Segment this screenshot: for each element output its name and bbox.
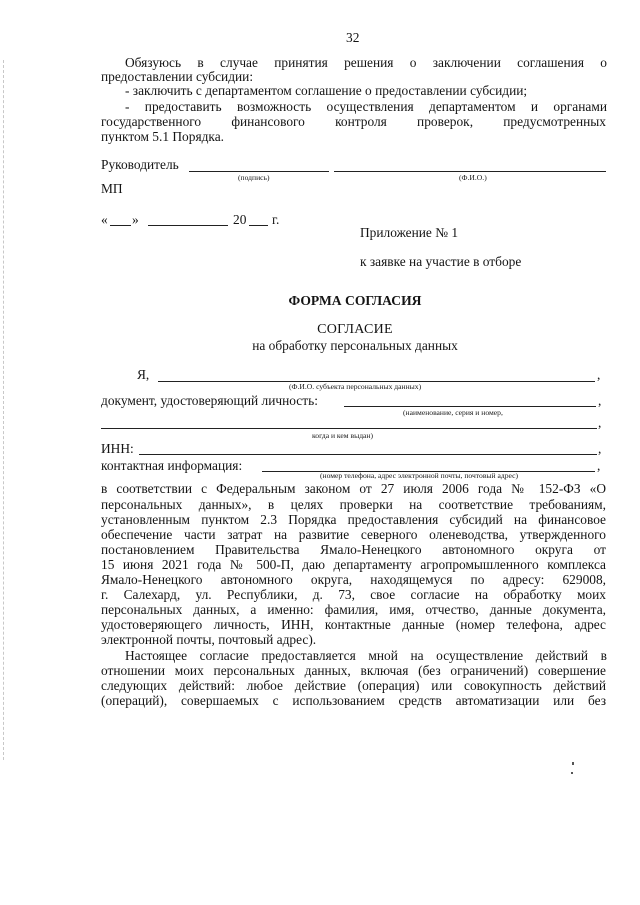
date-year-line <box>249 225 268 226</box>
doc-line <box>344 406 596 407</box>
inn-label: ИНН: <box>101 441 134 456</box>
body2-line-1: Настоящее согласие предоставляется мной на осуществление действий в <box>125 648 607 663</box>
body1-line-3: установленным пунктом 2.3 Порядка предоставления субсидий на финансовое <box>101 512 606 527</box>
fio-caption: (Ф.И.О.) <box>459 173 487 182</box>
fio-subject-caption: (Ф.И.О. субъекта персональных данных) <box>289 382 422 391</box>
body1-line-1: в соответствии с Федеральным законом от 27 июля 2006 года № 152-ФЗ «О <box>101 481 606 496</box>
inn-line <box>139 454 597 455</box>
i-comma: , <box>597 367 601 382</box>
scan-speck <box>571 772 573 774</box>
doc-label: документ, удостоверяющий личность: <box>101 393 318 408</box>
contact-caption: (номер телефона, адрес электронной почты, почтовый адрес) <box>320 471 518 480</box>
body2-line-4: (операций), совершаемых с использованием средств автоматизации или без <box>101 693 606 708</box>
date-quote-open: « <box>101 212 108 227</box>
inn-comma: , <box>598 441 602 456</box>
contact-comma: , <box>597 458 601 473</box>
contact-label: контактная информация: <box>101 458 243 473</box>
body1-line-7: Ямало-Ненецкого автономного округа, находящемуся по адресу: 629008, <box>101 572 606 587</box>
scan-edge-line <box>3 60 5 760</box>
signature-caption: (подпись) <box>238 173 270 182</box>
appendix-subtitle: к заявке на участие в отборе <box>360 254 522 269</box>
signature-line <box>189 171 329 172</box>
commitment-item-2-line-2: государственного финансового контроля проверок, предусмотренных <box>101 114 606 129</box>
body1-line-11: электронной почты, почтовый адрес). <box>101 632 317 647</box>
scan-speck <box>572 762 574 765</box>
body1-line-10: удостоверяющего личность, ИНН, контактные данные (номер телефона, адрес <box>101 617 606 632</box>
date-year-suffix: г. <box>272 212 280 227</box>
appendix-title: Приложение № 1 <box>360 225 459 240</box>
doc-line-2 <box>101 428 597 429</box>
body2-line-3: следующих действий: любое действие (операция) или совокупность действий <box>101 678 606 693</box>
commitment-item-2-line-1: - предоставить возможность осуществления департаментом и органами <box>125 99 607 114</box>
consent-subtitle: на обработку персональных данных <box>252 338 458 353</box>
doc-comma-2: , <box>598 415 602 430</box>
commitment-item-2-line-3: пунктом 5.1 Порядка. <box>101 129 225 144</box>
doc-caption: (наименование, серия и номер, <box>403 408 503 417</box>
body1-line-6: 15 июня 2021 года № 500-П, даю департаменту агропромышленного комплекса <box>101 557 606 572</box>
body1-line-9: персональных данных, а именно: фамилия, имя, отчество, данные документа, <box>101 602 606 617</box>
body1-line-4: обеспечение части затрат на развитие северного оленеводства, утвержденного <box>101 527 606 542</box>
date-quote-close: » <box>132 212 139 227</box>
head-label: Руководитель <box>101 157 179 172</box>
i-label: Я, <box>137 367 150 382</box>
form-heading: ФОРМА СОГЛАСИЯ <box>288 293 422 308</box>
commitment-line-1: Обязуюсь в случае принятия решения о заключении соглашения о <box>125 55 607 70</box>
commitment-item-1: - заключить с департаментом соглашение о предоставлении субсидии; <box>125 83 528 98</box>
doc-caption-2: когда и кем выдан) <box>312 431 374 440</box>
stamp-label: МП <box>101 181 123 196</box>
fio-line <box>334 171 606 172</box>
date-day-line <box>110 225 131 226</box>
page-number: 32 <box>346 30 360 45</box>
body1-line-8: г. Салехард, ул. Республики, д. 73, свое согласие на обработку моих <box>101 587 606 602</box>
date-month-line <box>148 225 228 226</box>
commitment-line-2: предоставлении субсидии: <box>101 69 254 84</box>
doc-comma: , <box>598 393 602 408</box>
date-year-prefix: 20 <box>233 212 247 227</box>
body1-line-2: персональных данных», в целях проверки на соответствие требованиям, <box>101 497 606 512</box>
consent-title: СОГЛАСИЕ <box>317 322 393 337</box>
body2-line-2: отношении моих персональных данных, включая (без ограничений) совершение <box>101 663 606 678</box>
body1-line-5: постановлением Правительства Ямало-Ненецкого автономного округа от <box>101 542 606 557</box>
